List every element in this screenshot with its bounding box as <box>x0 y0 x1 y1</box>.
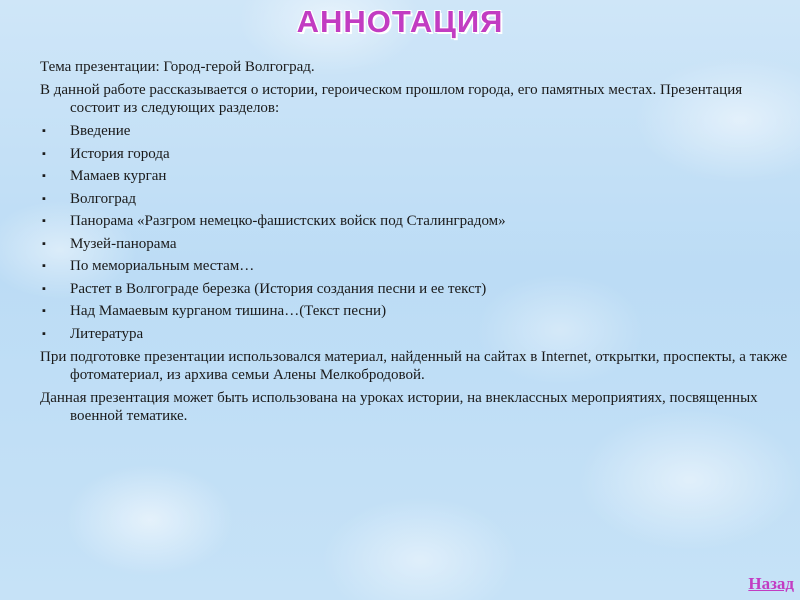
bullet-icon: ▪ <box>42 237 46 250</box>
bullet-icon: ▪ <box>42 215 46 227</box>
bullet-icon: ▪ <box>42 125 46 137</box>
bullet-icon: ▪ <box>42 260 46 272</box>
bullet-icon: ▪ <box>42 282 46 295</box>
section-label: История города <box>70 145 170 162</box>
slide-title: АННОТАЦИЯ <box>296 4 504 39</box>
section-label: Музей-панорама <box>70 235 177 252</box>
bullet-icon: ▪ <box>42 192 46 205</box>
list-item <box>40 190 790 208</box>
list-item <box>40 257 790 275</box>
list-item <box>40 302 790 320</box>
list-item <box>40 325 790 343</box>
bullet-icon: ▪ <box>42 327 46 340</box>
bullet-icon: ▪ <box>42 147 46 160</box>
list-item <box>40 145 790 163</box>
bullet-icon: ▪ <box>42 170 46 182</box>
list-item <box>40 167 790 185</box>
usage-text: Данная презентация может быть использована на уроках истории, на внеклассных мероприятиях, посвященных военной тематике. <box>40 389 758 424</box>
section-label: Волгоград <box>70 190 137 207</box>
back-link[interactable]: Назад <box>748 574 794 593</box>
section-label: Мамаев курган <box>70 168 167 184</box>
section-label: Растет в Волгограде березка (История создания песни и ее текст) <box>70 280 487 297</box>
sections-list <box>40 122 790 343</box>
section-label: Введение <box>70 123 131 139</box>
intro-text: В данной работе рассказывается о истории, героическом прошлом города, его памятных местах. Презентация состоит из следующих разделов: <box>40 82 743 116</box>
list-item <box>40 235 790 253</box>
sources-text: При подготовке презентации использовался материал, найденный на сайтах в Internet, открытки, проспекты, а также фотоматериал, из архива семьи Алены Мелкобродовой. <box>40 348 788 383</box>
list-item <box>40 122 790 140</box>
list-item <box>40 212 790 230</box>
bullet-icon: ▪ <box>42 305 46 317</box>
section-label: По мемориальным местам… <box>70 258 255 274</box>
list-item <box>40 280 790 298</box>
annotation-body <box>40 58 790 430</box>
topic-text: Тема презентации: Город-герой Волгоград. <box>40 59 315 75</box>
section-label: Панорама «Разгром немецко-фашистских войск под Сталинградом» <box>70 213 506 229</box>
section-label: Над Мамаевым курганом тишина…(Текст песни) <box>70 303 387 319</box>
section-label: Литература <box>70 325 144 342</box>
